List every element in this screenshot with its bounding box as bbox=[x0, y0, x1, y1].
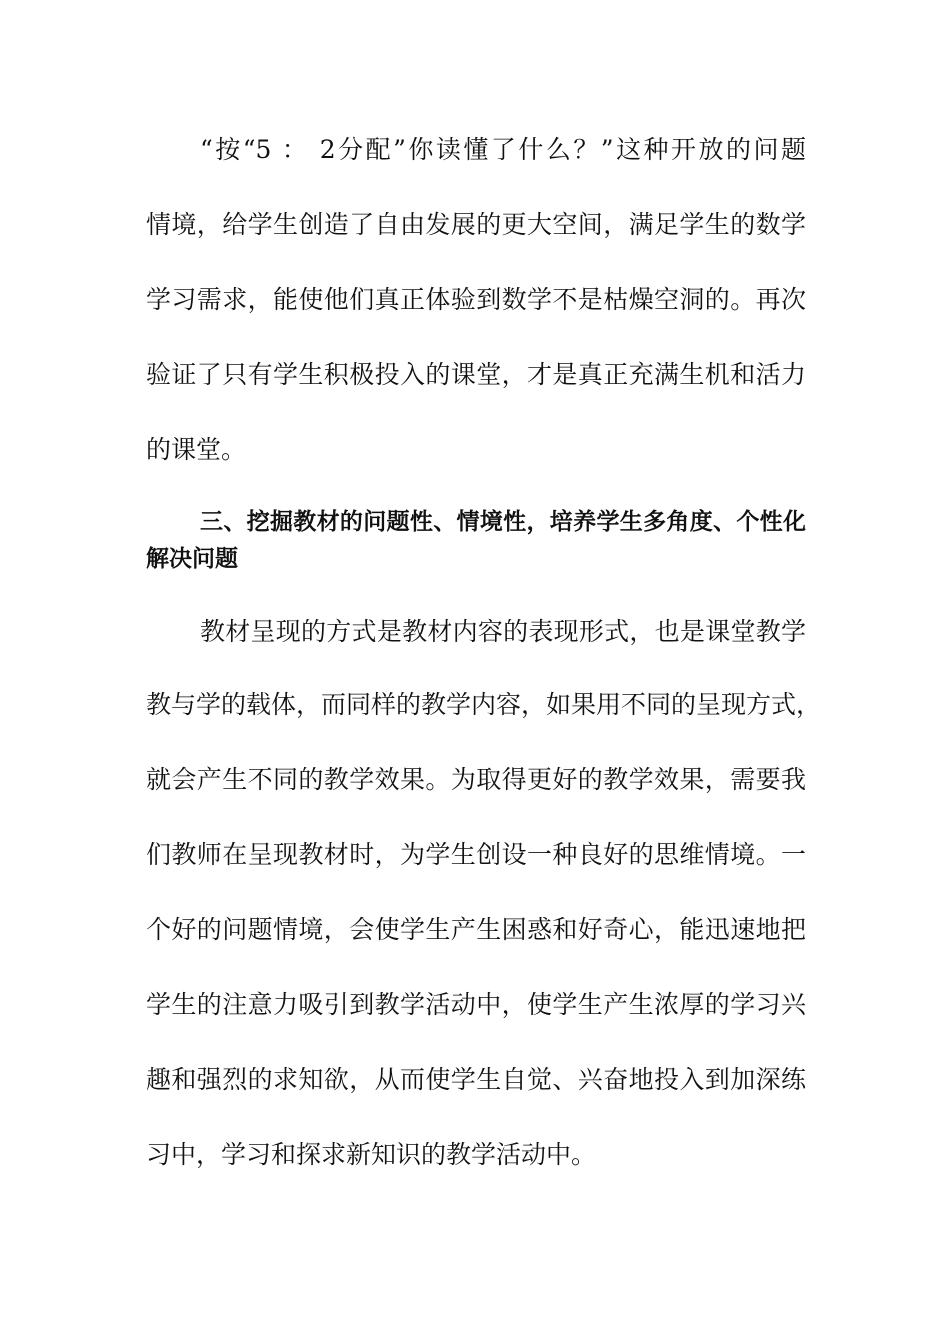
paragraph-line: 学生的注意力吸引到教学活动中，使学生产生浓厚的学习兴 bbox=[146, 990, 806, 1019]
section-heading-line: 解决问题 bbox=[146, 546, 238, 572]
paragraph-line: 习中，学习和探求新知识的教学活动中。 bbox=[146, 1140, 597, 1169]
paragraph-line: 教与学的载体，而同样的教学内容，如果用不同的呈现方式， bbox=[146, 690, 822, 719]
section-heading-line: 三、挖掘教材的问题性、情境性，培养学生多角度、个性化 bbox=[200, 509, 806, 535]
paragraph-line: 验证了只有学生积极投入的课堂，才是真正充满生机和活力 bbox=[146, 360, 806, 389]
paragraph-line: “按“5 ： 2分配”你读懂了什么？”这种开放的问题 bbox=[200, 135, 806, 164]
paragraph-line: 趣和强烈的求知欲，从而使学生自觉、兴奋地投入到加深练 bbox=[146, 1065, 806, 1094]
paragraph-line: 教材呈现的方式是教材内容的表现形式，也是课堂教学 bbox=[200, 617, 806, 646]
paragraph-line: 们教师在呈现教材时，为学生创设一种良好的思维情境。一 bbox=[146, 840, 806, 869]
paragraph-line: 就会产生不同的教学效果。为取得更好的教学效果，需要我 bbox=[146, 765, 806, 794]
paragraph-line: 的课堂。 bbox=[146, 435, 247, 464]
paragraph-line: 学习需求，能使他们真正体验到数学不是枯燥空洞的。再次 bbox=[146, 285, 806, 314]
paragraph-line: 个好的问题情境，会使学生产生困惑和好奇心，能迅速地把 bbox=[146, 915, 806, 944]
paragraph-line: 情境，给学生创造了自由发展的更大空间，满足学生的数学 bbox=[146, 210, 806, 239]
